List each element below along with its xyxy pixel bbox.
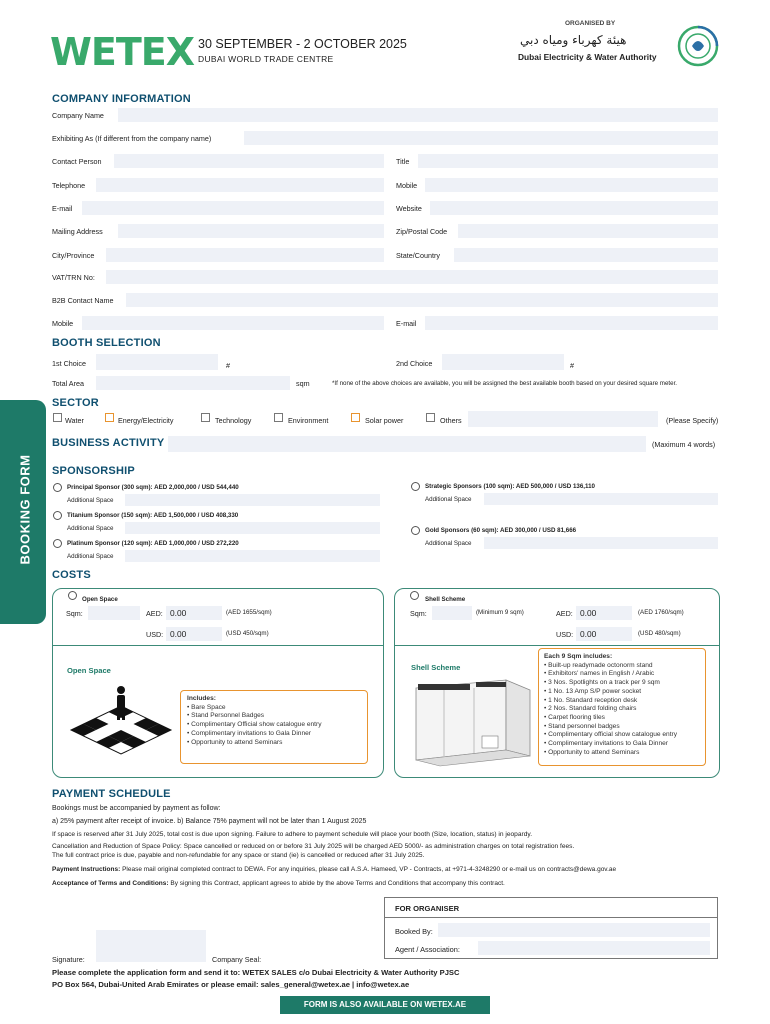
gold-sponsor-label: Gold Sponsors (60 sqm): AED 300,000 / USD 81,666	[425, 527, 577, 534]
shell-include-item: • 1 No. Standard reception desk	[544, 696, 638, 704]
open-aed-rate: (AED 1655/sqm)	[226, 609, 272, 616]
shell-include-item: • Carpet flooring tiles	[544, 713, 605, 721]
open-usd-label: USD:	[146, 630, 164, 639]
city-field[interactable]	[106, 248, 384, 262]
total-area-field[interactable]	[96, 376, 290, 390]
second-choice-label: 2nd Choice	[396, 359, 433, 368]
mobile-label: Mobile	[396, 181, 418, 190]
titanium-sponsor-label: Titanium Sponsor (150 sqm): AED 1,500,000 / USD 408,330	[67, 512, 239, 519]
mailing-address-field[interactable]	[118, 224, 384, 238]
open-space-title: Open Space	[67, 666, 111, 675]
principal-additional-label: Additional Space	[67, 497, 114, 504]
mobile2-field[interactable]	[82, 316, 384, 330]
event-dates: 30 SEPTEMBER - 2 OCTOBER 2025	[198, 37, 407, 51]
open-include-item: • Complimentary Official show catalogue entry	[187, 721, 322, 729]
booth-note: *If none of the above choices are available, you will be assigned the best available booth based on your desired square meter.	[332, 380, 678, 387]
shell-usd-rate: (USD 480/sqm)	[638, 630, 681, 637]
shell-include-item: • Built-up readymade octonorm stand	[544, 661, 653, 669]
booking-form-tab-label: BOOKING FORM	[17, 454, 33, 565]
open-usd-rate: (USD 450/sqm)	[226, 630, 269, 637]
mobile-field[interactable]	[425, 178, 718, 192]
title-label: Title	[396, 157, 410, 166]
telephone-label: Telephone	[52, 181, 86, 190]
vat-field[interactable]	[106, 270, 718, 284]
wetex-website-banner-text: FORM IS ALSO AVAILABLE ON WETEX.AE	[303, 1000, 467, 1009]
payment-section-title: PAYMENT SCHEDULE	[52, 788, 171, 800]
booth-section-title: BOOTH SELECTION	[52, 337, 161, 349]
shell-aed-label: AED:	[556, 609, 573, 618]
b2b-field[interactable]	[126, 293, 718, 307]
platinum-additional-label: Additional Space	[67, 553, 114, 560]
terms-text: By signing this Contract, applicant agrees to abide by the above Terms and Conditions that accompany this contract.	[168, 880, 505, 887]
state-field[interactable]	[454, 248, 718, 262]
b2b-label: B2B Contact Name	[52, 296, 114, 305]
shell-include-item: • 1 No. 13 Amp S/P power socket	[544, 687, 642, 695]
sector-environment-label: Environment	[288, 416, 329, 425]
open-include-item: • Bare Space	[187, 703, 226, 711]
costs-divider-right	[394, 645, 720, 646]
city-label: City/Province	[52, 251, 95, 260]
zip-field[interactable]	[458, 224, 718, 238]
email-field[interactable]	[82, 201, 384, 215]
sector-others-checkbox[interactable]	[426, 413, 435, 422]
shell-usd-value: 0.00	[580, 629, 597, 639]
business-max-words: (Maximum 4 words)	[652, 440, 716, 449]
organiser-divider	[384, 917, 718, 918]
organiser-title: FOR ORGANISER	[395, 904, 460, 913]
sector-solar-checkbox[interactable]	[351, 413, 360, 422]
payment-line-4: Cancellation and Reduction of Space Policy: Space cancelled or reduced on or before 31 July 2025 will be charged AED 5000/- as administration charges on total registration fees.	[52, 843, 575, 850]
costs-section-title: COSTS	[52, 569, 91, 581]
email2-label: E-mail	[396, 319, 417, 328]
sector-water-checkbox[interactable]	[53, 413, 62, 422]
company-section-title: COMPANY INFORMATION	[52, 93, 191, 105]
shell-include-item: • Complimentary invitations to Gala Dinner	[544, 740, 668, 748]
titanium-sponsor-radio[interactable]	[53, 511, 62, 520]
gold-additional-label: Additional Space	[425, 540, 472, 547]
footer-line-2: PO Box 564, Dubai-United Arab Emirates or please email: sales_general@wetex.ae | info@wetex.ae	[52, 980, 410, 989]
open-includes-box	[180, 690, 368, 764]
open-aed-value: 0.00	[170, 608, 187, 618]
telephone-field[interactable]	[96, 178, 384, 192]
terms-label: Acceptance of Terms and Conditions:	[52, 880, 169, 887]
open-include-item: • Opportunity to attend Seminars	[187, 738, 283, 746]
open-sqm-label: Sqm:	[66, 609, 83, 618]
shell-aed-rate: (AED 1760/sqm)	[638, 609, 684, 616]
vat-label: VAT/TRN No:	[52, 273, 95, 282]
strategic-sponsor-radio[interactable]	[411, 482, 420, 491]
first-choice-field[interactable]	[96, 354, 218, 370]
open-usd-value: 0.00	[170, 629, 187, 639]
shell-includes-title: Each 9 Sqm includes:	[544, 653, 613, 660]
sector-section-title: SECTOR	[52, 397, 99, 409]
sector-environment-checkbox[interactable]	[274, 413, 283, 422]
website-field[interactable]	[430, 201, 718, 215]
shell-scheme-title: Shell Scheme	[411, 663, 461, 672]
open-include-item: • Stand Personnel Badges	[187, 712, 265, 720]
second-choice-hash: #	[570, 361, 574, 370]
sector-others-field[interactable]	[468, 411, 658, 427]
sponsorship-section-title: SPONSORSHIP	[52, 465, 135, 477]
shell-include-item: • Complimentary official show catalogue entry	[544, 731, 678, 739]
exhibiting-as-field[interactable]	[244, 131, 718, 145]
costs-divider-left	[52, 645, 384, 646]
shell-aed-value: 0.00	[580, 608, 597, 618]
payment-line-2: a) 25% payment after receipt of invoice. b) Balance 75% payment will not be later than 1 August 2025	[52, 818, 367, 825]
dewa-emblem-icon	[676, 24, 720, 68]
sector-technology-checkbox[interactable]	[201, 413, 210, 422]
footer-line-1: Please complete the application form and send it to: WETEX SALES c/o Dubai Electricity & Water Authority PJSC	[52, 968, 460, 977]
first-choice-label: 1st Choice	[52, 359, 86, 368]
gold-sponsor-radio[interactable]	[411, 526, 420, 535]
total-area-label: Total Area	[52, 379, 84, 388]
open-aed-label: AED:	[146, 609, 163, 618]
wetex-website-banner[interactable]	[280, 996, 490, 1014]
shell-scheme-label: Shell Scheme	[425, 596, 466, 603]
dewa-arabic-name: هيئة كهرباء ومياه دبي	[520, 33, 627, 47]
platinum-sponsor-label: Platinum Sponsor (120 sqm): AED 1,000,000 / USD 272,220	[67, 540, 239, 547]
zip-label: Zip/Postal Code	[396, 227, 448, 236]
sector-water-label: Water	[65, 416, 84, 425]
title-field[interactable]	[418, 154, 718, 168]
shell-scheme-radio[interactable]	[410, 591, 419, 600]
contact-person-label: Contact Person	[52, 157, 102, 166]
platinum-additional-field[interactable]	[125, 550, 380, 562]
organised-by: ORGANISED BY	[565, 20, 616, 27]
email2-field[interactable]	[425, 316, 718, 330]
strategic-additional-label: Additional Space	[425, 496, 472, 503]
website-label: Website	[396, 204, 422, 213]
dewa-english-name: Dubai Electricity & Water Authority	[518, 52, 657, 62]
platinum-sponsor-radio[interactable]	[53, 539, 62, 548]
payment-instructions	[52, 866, 616, 873]
terms-acceptance	[52, 880, 505, 887]
exhibiting-as-label: Exhibiting As (If different from the company name)	[52, 134, 212, 143]
total-area-unit: sqm	[296, 379, 310, 388]
shell-include-item: • 3 Nos. Spotlights on a track per 9 sqm	[544, 679, 660, 687]
open-space-floor-icon	[62, 686, 180, 766]
contact-person-field[interactable]	[114, 154, 384, 168]
logo-text: WETEX	[50, 30, 195, 74]
payment-line-3: If space is reserved after 31 July 2025, total cost is due upon signing. Failure to adhere to payment schedule will place your booth (Size, location, status) in jeopardy.	[52, 831, 533, 838]
titanium-additional-label: Additional Space	[67, 525, 114, 532]
open-space-label: Open Space	[82, 596, 118, 603]
payment-instructions-label: Payment Instructions:	[52, 866, 121, 873]
shell-include-item: • Exhibitors' names in English / Arabic	[544, 670, 655, 678]
strategic-sponsor-label: Strategic Sponsors (100 sqm): AED 500,000 / USD 136,110	[425, 483, 596, 490]
open-sqm-field[interactable]	[88, 606, 140, 620]
email-label: E-mail	[52, 204, 73, 213]
sector-energy-label: Energy/Electricity	[118, 416, 174, 425]
payment-line-5: The full contract price is due, payable and non-refundable for any space or stand (ie) is cancelled or reduced after 31 July 2025.	[52, 852, 425, 859]
open-include-item: • Complimentary invitations to Gala Dinner	[187, 729, 311, 737]
company-seal-label: Company Seal:	[212, 955, 262, 964]
shell-usd-label: USD:	[556, 630, 574, 639]
principal-sponsor-label: Principal Sponsor (300 sqm): AED 2,000,000 / USD 544,440	[67, 484, 239, 491]
payment-instructions-text: Please mail original completed contract to DEWA. For any inquiries, please call A.S.A. Hameed, VP - Contracts, at +971-4-3248290 or e-mail us on contracts@dewa.gov.ae	[120, 866, 617, 873]
agent-label: Agent / Association:	[395, 945, 460, 954]
shell-include-item: • Stand personnel badges	[544, 722, 620, 730]
sector-others-label: Others	[440, 416, 462, 425]
titanium-additional-field[interactable]	[125, 522, 380, 534]
principal-sponsor-radio[interactable]	[53, 483, 62, 492]
shell-sqm-label: Sqm:	[410, 609, 427, 618]
business-section-title: BUSINESS ACTIVITY	[52, 437, 165, 449]
sector-energy-checkbox[interactable]	[105, 413, 114, 422]
wetex-logo	[50, 30, 194, 74]
shell-includes-box	[538, 648, 706, 766]
second-choice-field[interactable]	[442, 354, 564, 370]
sector-technology-label: Technology	[215, 416, 252, 425]
shell-sqm-field[interactable]	[432, 606, 472, 620]
payment-line-1: Bookings must be accompanied by payment as follow:	[52, 805, 221, 812]
gold-additional-field[interactable]	[484, 537, 718, 549]
principal-additional-field[interactable]	[125, 494, 380, 506]
state-label: State/Country	[396, 251, 440, 260]
booked-by-label: Booked By:	[395, 927, 433, 936]
open-includes-title: Includes:	[187, 695, 216, 702]
shell-include-item: • Opportunity to attend Seminars	[544, 748, 640, 756]
open-space-radio[interactable]	[68, 591, 77, 600]
first-choice-hash: #	[226, 361, 230, 370]
company-name-label: Company Name	[52, 111, 104, 120]
shell-min-note: (Minimum 9 sqm)	[476, 609, 524, 616]
mobile2-label: Mobile	[52, 319, 74, 328]
business-activity-field[interactable]	[168, 436, 646, 452]
event-venue: DUBAI WORLD TRADE CENTRE	[198, 54, 334, 64]
company-name-field[interactable]	[118, 108, 718, 122]
agent-field[interactable]	[478, 941, 710, 955]
signature-field[interactable]	[96, 930, 206, 962]
booked-by-field[interactable]	[438, 923, 710, 937]
strategic-additional-field[interactable]	[484, 493, 718, 505]
sector-specify-note: (Please Specify)	[666, 416, 719, 425]
shell-include-item: • 2 Nos. Standard folding chairs	[544, 705, 637, 713]
signature-label: Signature:	[52, 955, 85, 964]
shell-stand-icon	[410, 676, 536, 768]
sector-solar-label: Solar power	[365, 416, 404, 425]
mailing-address-label: Mailing Address	[52, 227, 103, 236]
